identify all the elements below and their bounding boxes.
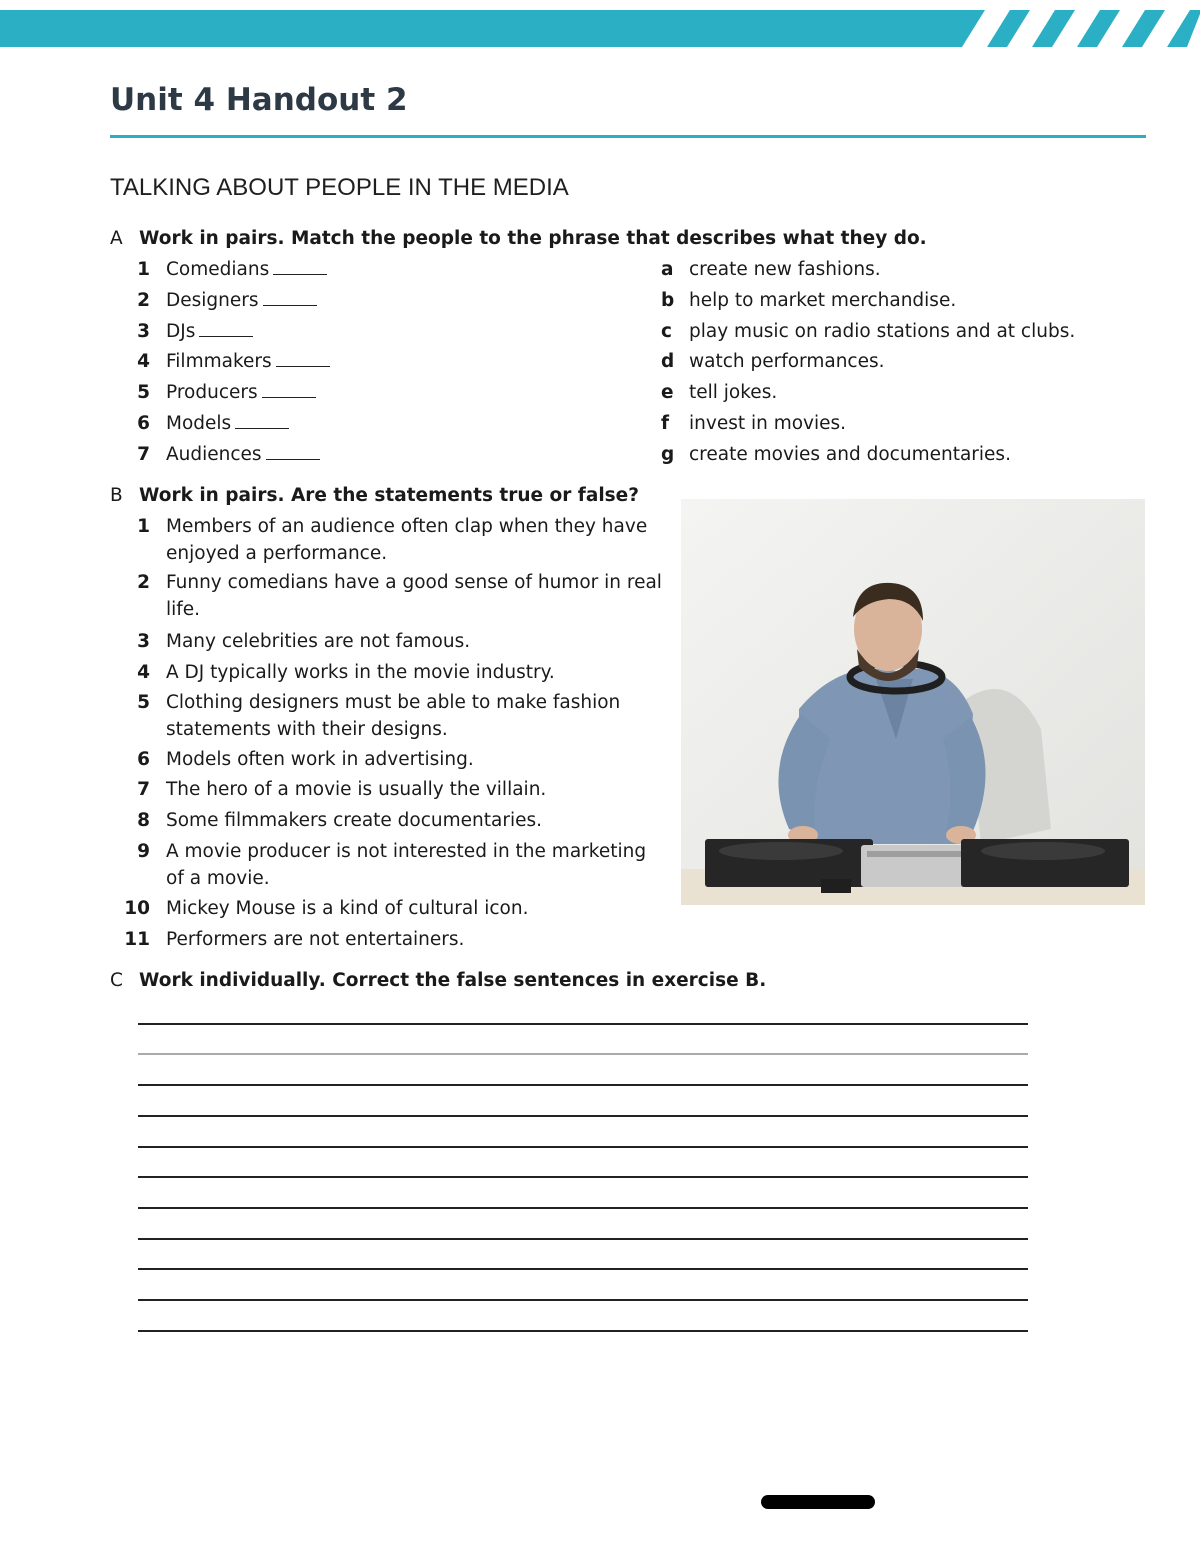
statement-text: Some filmmakers create documentaries. — [166, 810, 543, 831]
statement-text: A movie producer is not interested in the marketing of a movie. — [166, 841, 647, 889]
title-divider — [110, 135, 1146, 138]
item-number: 2 — [137, 290, 150, 311]
dj-photo — [681, 499, 1145, 905]
writing-line[interactable] — [138, 1207, 1028, 1209]
people-label: Audiences — [166, 444, 262, 465]
statement-number: 10 — [124, 898, 150, 919]
answer-blank[interactable] — [235, 410, 289, 429]
section-subtitle: TALKING ABOUT PEOPLE IN THE MEDIA — [110, 174, 569, 201]
statement-number: 9 — [137, 841, 150, 862]
answer-blank[interactable] — [199, 318, 253, 337]
statement-number: 8 — [137, 810, 150, 831]
section-c-instruction: Work individually. Correct the false sentences in exercise B. — [139, 970, 767, 991]
statement-text: Mickey Mouse is a kind of cultural icon. — [166, 898, 529, 919]
page-title: Unit 4 Handout 2 — [110, 82, 408, 118]
statement-text: The hero of a movie is usually the villain. — [166, 779, 547, 800]
section-b-instruction: Work in pairs. Are the statements true or false? — [139, 485, 639, 506]
phrase-letter: e — [661, 382, 674, 403]
people-label: Designers — [166, 290, 259, 311]
statement-text: Clothing designers must be able to make fashion statements with their designs. — [166, 692, 621, 740]
phrase-text: watch performances. — [689, 351, 885, 372]
writing-line[interactable] — [138, 1146, 1028, 1148]
statement-number: 4 — [137, 662, 150, 683]
writing-line[interactable] — [138, 1053, 1028, 1055]
writing-line[interactable] — [138, 1115, 1028, 1117]
people-label: DJs — [166, 321, 196, 342]
phrase-letter: a — [661, 259, 674, 280]
answer-blank[interactable] — [273, 256, 327, 275]
item-number: 7 — [137, 444, 150, 465]
statement-number: 1 — [137, 516, 150, 537]
answer-blank[interactable] — [262, 379, 316, 398]
statement-number: 7 — [137, 779, 150, 800]
statement-number: 3 — [137, 631, 150, 652]
phrase-text: create movies and documentaries. — [689, 444, 1011, 465]
section-b-heading — [110, 485, 639, 506]
section-a-heading — [110, 228, 927, 249]
item-number: 5 — [137, 382, 150, 403]
writing-line[interactable] — [138, 1238, 1028, 1240]
writing-line[interactable] — [138, 1268, 1028, 1270]
phrase-text: play music on radio stations and at clubs. — [689, 321, 1076, 342]
phrase-letter: b — [661, 290, 675, 311]
phrase-letter: d — [661, 351, 675, 372]
writing-line[interactable] — [138, 1176, 1028, 1178]
people-label: Comedians — [166, 259, 270, 280]
statement-text: Many celebrities are not famous. — [166, 631, 471, 652]
phrase-letter: g — [661, 444, 675, 465]
answer-blank[interactable] — [276, 348, 330, 367]
phrase-letter: c — [661, 321, 672, 342]
statement-number: 2 — [137, 572, 150, 593]
answer-blank[interactable] — [263, 287, 317, 306]
footer-redaction-bar — [761, 1495, 875, 1509]
statement-number: 11 — [124, 929, 150, 950]
section-c-letter: C — [110, 970, 123, 991]
statement-number: 5 — [137, 692, 150, 713]
statement-text: Funny comedians have a good sense of humor in real life. — [166, 572, 662, 620]
phrase-text: help to market merchandise. — [689, 290, 957, 311]
people-label: Producers — [166, 382, 258, 403]
writing-line[interactable] — [138, 1084, 1028, 1086]
item-number: 3 — [137, 321, 150, 342]
item-number: 4 — [137, 351, 150, 372]
statement-text: Members of an audience often clap when they have enjoyed a performance. — [166, 516, 648, 564]
phrase-text: create new fashions. — [689, 259, 881, 280]
phrase-letter: f — [661, 413, 670, 434]
statement-text: Performers are not entertainers. — [166, 929, 465, 950]
writing-line[interactable] — [138, 1023, 1028, 1025]
answer-blank[interactable] — [266, 441, 320, 460]
section-c-heading — [110, 970, 766, 991]
item-number: 6 — [137, 413, 150, 434]
people-label: Filmmakers — [166, 351, 272, 372]
statement-text: Models often work in advertising. — [166, 749, 474, 770]
phrase-text: invest in movies. — [689, 413, 847, 434]
writing-line[interactable] — [138, 1330, 1028, 1332]
section-a-letter: A — [110, 228, 123, 249]
writing-line[interactable] — [138, 1299, 1028, 1301]
section-b-letter: B — [110, 485, 123, 506]
item-number: 1 — [137, 259, 150, 280]
phrase-text: tell jokes. — [689, 382, 778, 403]
people-label: Models — [166, 413, 232, 434]
statement-number: 6 — [137, 749, 150, 770]
header-stripe-bar — [0, 0, 1200, 60]
section-a-instruction: Work in pairs. Match the people to the phrase that describes what they do. — [139, 228, 927, 249]
statement-text: A DJ typically works in the movie industry. — [166, 662, 555, 683]
